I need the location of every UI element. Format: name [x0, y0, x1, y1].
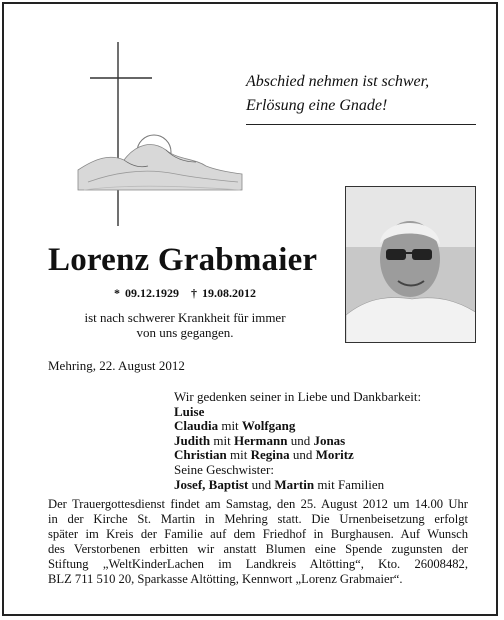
mourner-name: Christian: [174, 447, 227, 463]
connector-text: mit Familien: [314, 476, 385, 492]
mourner-name: Moritz: [315, 447, 354, 463]
passing-text: [60, 310, 310, 340]
connector-text: mit: [218, 418, 242, 434]
notice-line: Stiftung „WeltKinderLachen im Landkreis Altötting“, Kto. 26008482,: [48, 557, 468, 571]
life-dates: [114, 286, 268, 301]
mourner-name: Josef, Baptist: [174, 476, 249, 492]
mourners-intro: Wir gedenken seiner in Liebe und Dankbarkeit:: [174, 389, 422, 404]
cross-landscape-illustration: [66, 40, 246, 230]
mourner-name: Martin: [274, 476, 315, 492]
quote-divider: [246, 124, 476, 125]
portrait-image: [346, 187, 476, 343]
portrait-photo: [345, 186, 476, 343]
mourner-line: [174, 478, 421, 493]
place-date: Mehring, 22. August 2012: [48, 358, 185, 373]
connector-text: und: [289, 447, 316, 463]
passing-line-1: ist nach schwerer Krankheit für immer: [84, 310, 286, 325]
notice-line: später im Kreis der Familie auf dem Friedhof in Burghausen. Auf Wunsch: [48, 527, 468, 541]
connector-text: mit: [226, 447, 251, 463]
mourner-name: Wolfgang: [241, 418, 296, 434]
mourner-line: [174, 419, 421, 434]
quote-line-2: Erlösung eine Gnade!: [246, 97, 388, 114]
mourner-name: Regina: [250, 447, 290, 463]
mourner-line: [174, 448, 421, 463]
notice-line: in der Kirche St. Martin in Mehring statt. Die Urnenbeisetzung erfolgt: [48, 512, 468, 526]
mountain-shape: [78, 145, 242, 190]
siblings-label: Seine Geschwister:: [174, 461, 275, 477]
mourner-line: [174, 434, 421, 449]
mourner-name: Claudia: [174, 418, 219, 434]
death-date: † 19.08.2012: [191, 286, 256, 300]
birth-date: * 09.12.1929: [114, 286, 179, 300]
quote: [246, 70, 429, 118]
connector-text: und: [287, 432, 314, 448]
mourner-name: Luise: [174, 403, 205, 419]
quote-line-1: Abschied nehmen ist schwer,: [246, 73, 430, 90]
service-notice: [48, 497, 468, 587]
mourner-line: [174, 405, 421, 420]
notice-line: Der Trauergottesdienst findet am Samstag, den 25. August 2012 um 14.00 Uhr: [48, 497, 468, 511]
deceased-name: Lorenz Grabmaier: [48, 242, 318, 278]
passing-line-2: von uns gegangen.: [136, 325, 234, 340]
connector-text: mit: [210, 432, 234, 448]
connector-text: und: [248, 476, 275, 492]
mourner-name: Judith: [174, 432, 211, 448]
notice-line: des Verstorbenen erbitten wir anstatt Blumen eine Spende zugunsten der: [48, 542, 468, 556]
notice-line: BLZ 711 510 20, Sparkasse Altötting, Kennwort „Lorenz Grabmaier“.: [48, 572, 403, 586]
mourner-name: Hermann: [233, 432, 288, 448]
mourners-list: [174, 390, 421, 492]
mourner-name: Jonas: [313, 432, 346, 448]
